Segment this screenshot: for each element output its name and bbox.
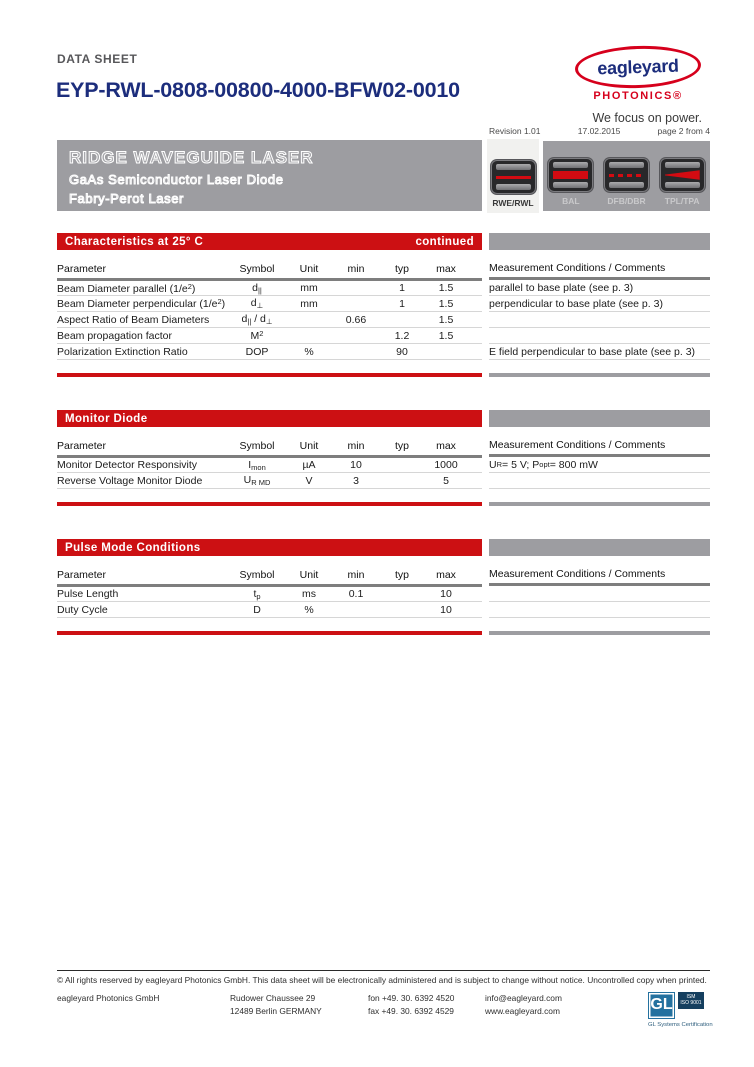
col-min: min <box>333 263 379 280</box>
tab-rwe-rwl <box>487 139 539 213</box>
section-end-bar <box>57 502 482 506</box>
logo-wordmark: eagleyard <box>596 55 679 78</box>
band-title: RIDGE WAVEGUIDE LASER <box>69 148 314 167</box>
table-row: Aspect Ratio of Beam Diameters $d_{||} / d_\perp$ 0.66 1.5 <box>57 312 482 328</box>
tab-tpl-tpa <box>654 141 710 211</box>
brand-logo <box>572 46 704 125</box>
website-link[interactable]: www.eagleyard.com <box>485 1006 560 1017</box>
section-end-bar <box>57 373 482 377</box>
spec-table <box>57 569 482 618</box>
product-family-tabs <box>487 139 710 213</box>
document-meta <box>489 126 710 136</box>
table-row: Pulse Length $t_p$ ms 0.1 10 <box>57 586 482 602</box>
company-web <box>485 992 605 1030</box>
tab-label: DFB/DBR <box>607 196 646 206</box>
section-header <box>57 410 482 427</box>
address-line-1: Rudower Chaussee 29 <box>230 993 316 1003</box>
spec-table <box>57 263 482 360</box>
col-symbol: Symbol <box>229 263 285 280</box>
product-band <box>57 140 482 211</box>
section-end-bar-spacer <box>489 373 710 377</box>
comments-column <box>489 569 710 618</box>
section-characteristics <box>57 233 710 377</box>
company-name: eagleyard Photonics GmbH <box>57 993 160 1003</box>
comment-row <box>489 312 710 328</box>
table-header-row <box>57 263 482 280</box>
iso-badge-icon: ISM ISO 9001 <box>678 992 704 1009</box>
col-parameter: Parameter <box>57 263 229 280</box>
section-header <box>57 233 482 250</box>
tab-label: BAL <box>562 196 580 206</box>
section-end-bar <box>57 631 482 635</box>
comment-row <box>489 602 710 618</box>
section-header-spacer <box>489 410 710 427</box>
table-row: Beam propagation factor $M^2$ 1.2 1.5 <box>57 328 482 344</box>
section-pulse-mode <box>57 539 710 635</box>
address-line-2: 12489 Berlin GERMANY <box>230 1006 322 1017</box>
chip-solid-line-icon <box>491 160 536 194</box>
section-header <box>57 539 482 556</box>
comment-row <box>489 473 710 489</box>
section-header-spacer <box>489 233 710 250</box>
chip-dashed-line-icon <box>604 158 649 192</box>
table-row: Polarization Extinction Ratio DOP % 90 <box>57 344 482 360</box>
comment-row: U R = 5 V; P opt = 800 mW <box>489 457 710 473</box>
section-title: Characteristics at 25° C <box>65 235 204 248</box>
band-subtitle-2: Fabry-Perot Laser <box>69 191 184 206</box>
comments-header: Measurement Conditions / Comments <box>489 569 710 586</box>
section-header-spacer <box>489 539 710 556</box>
table-row: Beam Diameter perpendicular $(1/e^2)$ $d_\perp$ mm 1 1.5 <box>57 296 482 312</box>
comment-row: E field perpendicular to base plate (see p. 3) <box>489 344 710 360</box>
tab-dfb-dbr <box>599 141 655 211</box>
gl-certification-logo <box>648 992 713 1030</box>
comments-column <box>489 440 710 489</box>
section-title: Pulse Mode Conditions <box>65 541 201 554</box>
doc-type-label: DATA SHEET <box>57 52 138 66</box>
page-footer <box>57 970 713 1030</box>
gl-caption: GL Systems Certification <box>648 1022 713 1028</box>
comments-header: Measurement Conditions / Comments <box>489 263 710 280</box>
company-phone <box>368 992 485 1030</box>
table-row: Beam Diameter parallel $(1/e^2)$ $d_{||}$ mm 1 1.5 <box>57 280 482 296</box>
revision-label: Revision 1.01 <box>489 126 541 136</box>
spec-table <box>57 440 482 489</box>
section-monitor-diode <box>57 410 710 506</box>
email-link[interactable]: info@eagleyard.com <box>485 993 562 1003</box>
comment-row: perpendicular to base plate (see p. 3) <box>489 296 710 312</box>
comment-row <box>489 586 710 602</box>
col-typ: typ <box>379 263 425 280</box>
table-row: Monitor Detector Responsivity $I_{mon}$ µA 10 1000 <box>57 457 482 473</box>
company-address <box>230 992 368 1030</box>
fax-number: fax +49. 30. 6392 4529 <box>368 1006 454 1017</box>
tab-bal <box>543 141 599 211</box>
comments-header: Measurement Conditions / Comments <box>489 440 710 457</box>
table-header-row: Parameter Symbol Unit min typ max <box>57 440 482 457</box>
date-label: 17.02.2015 <box>577 126 621 136</box>
comment-row: parallel to base plate (see p. 3) <box>489 280 710 296</box>
brand-tagline: We focus on power. <box>592 111 702 125</box>
band-subtitle-1: GaAs Semiconductor Laser Diode <box>69 172 284 187</box>
logo-ellipse-icon <box>574 44 701 90</box>
copyright-notice: © All rights reserved by eagleyard Photonics GmbH. This data sheet will be electronically administered and is subject to change without notice. Uncontrolled copy when printed. <box>57 975 707 985</box>
comments-column <box>489 263 710 360</box>
continued-label: continued <box>415 235 474 248</box>
spec-sections <box>57 233 710 668</box>
col-max: max <box>425 263 482 280</box>
section-title: Monitor Diode <box>65 412 148 425</box>
phone-number: fon +49. 30. 6392 4520 <box>368 993 455 1003</box>
comment-row <box>489 328 710 344</box>
inactive-tab-group <box>543 141 710 211</box>
col-unit: Unit <box>285 263 333 280</box>
table-row: Duty Cycle D % 10 <box>57 602 482 618</box>
page-number-label: page 2 from 4 <box>657 126 710 136</box>
section-end-bar-spacer <box>489 631 710 635</box>
gl-logo-icon: GL <box>648 992 675 1019</box>
table-row: Reverse Voltage Monitor Diode $U_{R MD}$ V 3 5 <box>57 473 482 489</box>
logo-subtitle: PHOTONICS® <box>593 90 683 102</box>
chip-tapered-beam-icon <box>660 158 705 192</box>
section-end-bar-spacer <box>489 502 710 506</box>
page-title: EYP-RWL-0808-00800-4000-BFW02-0010 <box>56 78 460 102</box>
chip-thick-band-icon <box>548 158 593 192</box>
table-header-row: Parameter Symbol Unit min typ max <box>57 569 482 586</box>
tab-label: RWE/RWL <box>492 198 534 208</box>
tab-label: TPL/TPA <box>664 196 700 206</box>
